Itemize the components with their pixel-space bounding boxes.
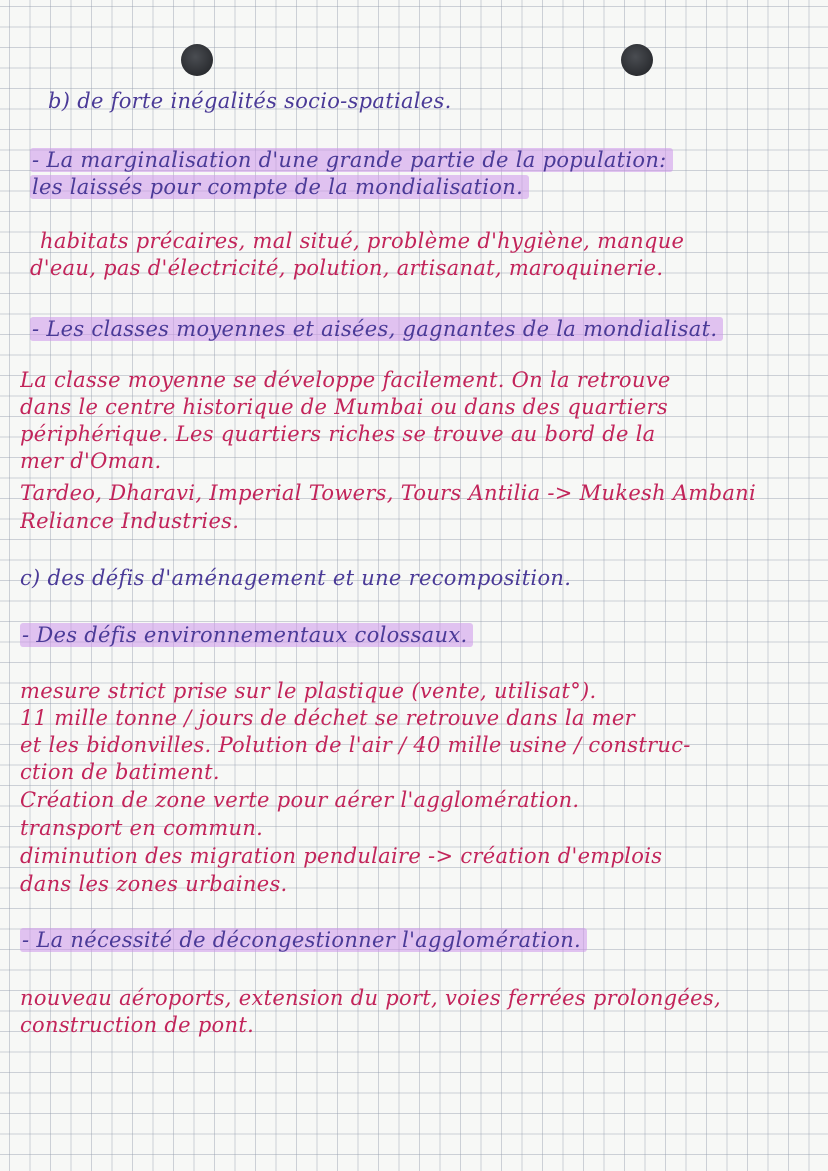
marginalisation-body-line-1: habitats précaires, mal situé, problème d'hygiène, manque [40,229,685,253]
classes-body-line: Reliance Industries. [20,509,240,533]
marginalisation-heading-line-2: les laissés pour compte de la mondialisation. [30,174,822,201]
environment-heading: - Des défis environnementaux colossaux. [20,622,822,649]
section-b-title: b) de forte inégalités socio-spatiales. [48,89,452,113]
decongestion-body-line: nouveau aéroports, extension du port, voies ferrées prolongées, [20,986,721,1010]
classes-body-line: La classe moyenne se développe facilement. On la retrouve [20,368,671,392]
decongestion-body-line: construction de pont. [20,1013,255,1037]
section-c-title: c) des défis d'aménagement et une recomposition. [20,566,572,590]
environment-body-line: 11 mille tonne / jours de déchet se retrouve dans la mer [20,706,635,730]
classes-body-line: mer d'Oman. [20,449,162,473]
classes-body-line: Tardeo, Dharavi, Imperial Towers, Tours Antilia -> Mukesh Ambani [20,481,757,505]
marginalisation-heading-line-1: - La marginalisation d'une grande partie de la population: [30,147,822,174]
environment-body-line: Création de zone verte pour aérer l'agglomération. [20,788,580,812]
environment-body-line: diminution des migration pendulaire -> création d'emplois [20,844,663,868]
decongestion-heading: - La nécessité de décongestionner l'agglomération. [20,927,822,954]
punch-hole-right [621,44,653,76]
marginalisation-body-line-2: d'eau, pas d'électricité, polution, artisanat, maroquinerie. [30,256,664,280]
environment-body-line: transport en commun. [20,816,264,840]
environment-body-line: mesure strict prise sur le plastique (vente, utilisat°). [20,679,597,703]
classes-heading: - Les classes moyennes et aisées, gagnantes de la mondialisat. [30,316,822,343]
punch-hole-left [181,44,213,76]
environment-body-line: ction de batiment. [20,760,220,784]
classes-body-line: périphérique. Les quartiers riches se trouve au bord de la [20,422,656,446]
environment-body-line: et les bidonvilles. Polution de l'air / 40 mille usine / construc- [20,733,691,757]
classes-body-line: dans le centre historique de Mumbai ou dans des quartiers [20,395,668,419]
environment-body-line: dans les zones urbaines. [20,872,288,896]
